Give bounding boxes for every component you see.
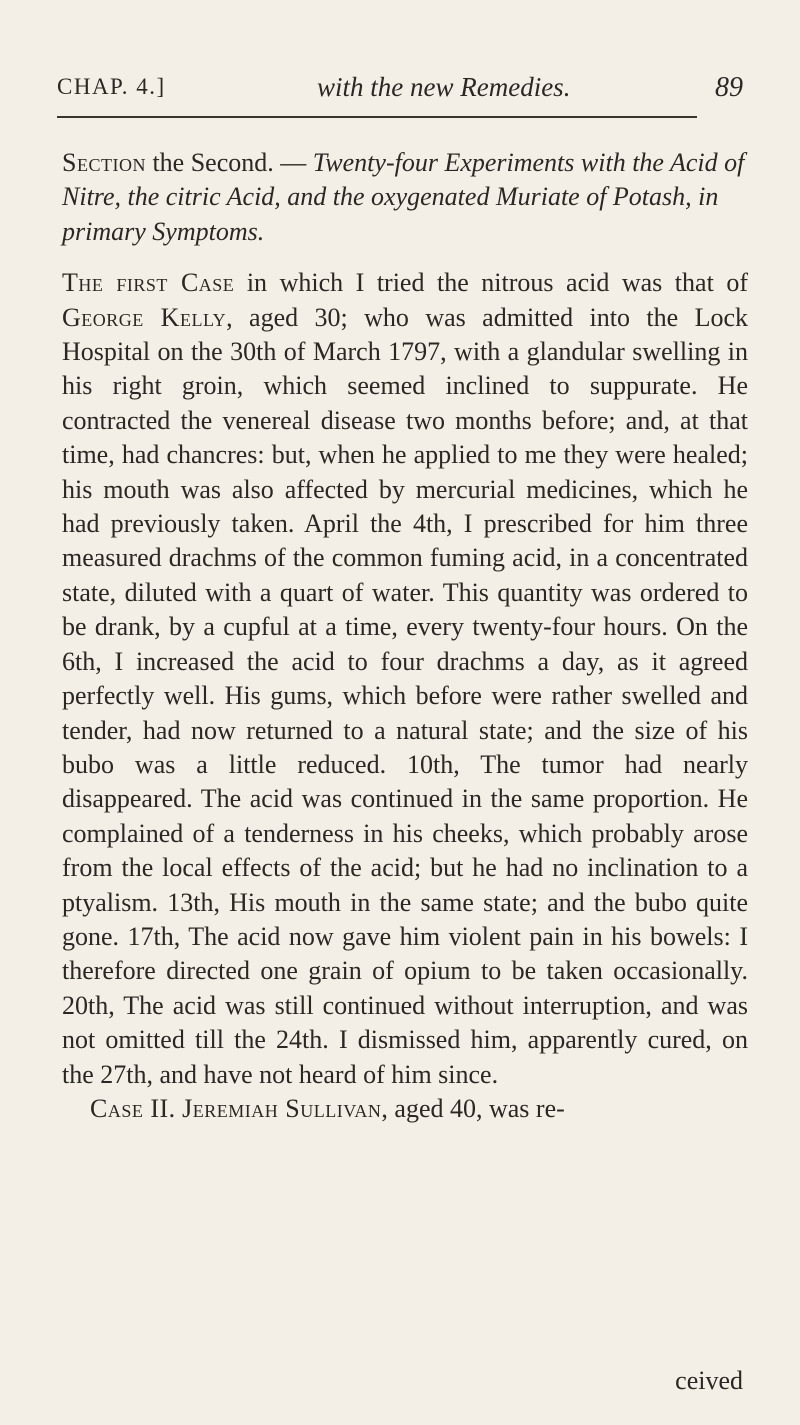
second-case-patient-name: Jeremiah Sullivan (182, 1093, 382, 1123)
text-block (62, 146, 748, 1126)
running-title: with the new Remedies. (317, 72, 571, 102)
catchword: ceived (675, 1366, 743, 1395)
first-case-intro: The first Case (62, 268, 235, 298)
first-case-patient-name: George Kelly (62, 302, 227, 332)
second-case-label: Case II. (90, 1093, 176, 1123)
section-heading-description: Twenty-four Experiments with the Acid of Nitre, the citric Acid, and the oxygenated Muriate of Potash, in primary Symptoms. (62, 148, 745, 246)
first-case-paragraph (62, 266, 748, 1092)
second-case-text: , aged 40, was re- (381, 1093, 565, 1123)
first-case-intro-rest: in which I tried the nitrous acid was that of (234, 268, 748, 298)
chapter-label: CHAP. 4.] (57, 74, 166, 99)
section-heading (62, 146, 748, 249)
section-heading-lead: Section (62, 148, 146, 177)
first-case-text: , aged 30; who was admitted into the Lock Hospital on the 30th of March 1797, with a glandular swelling in his right groin, which seemed inclined to suppurate. He contracted the venereal disease two months before; and, at that time, had chancres: but, when he applied to me they were healed; his mouth was also affected by mercurial medicines, which he had previously taken. April the 4th, I prescribed for him three measured drachms of the common fuming acid, in a concentrated state, diluted with a quart of water. This quantity was ordered to be drank, by a cupful at a time, every twenty-four hours. On the 6th, I increased the acid to four drachms a day, as it agreed perfectly well. His gums, which before were rather swelled and tender, had now returned to a natural state; and the size of his bubo was a little reduced. 10th, The tumor had nearly disappeared. The acid was continued in the same proportion. He complained of a tenderness in his cheeks, which probably arose from the local effects of the acid; but he had no inclination to a ptyalism. 13th, His mouth in the same state; and the bubo quite gone. 17th, The acid now gave him violent pain in his bowels: I therefore directed one grain of opium to be taken occasionally. 20th, The acid was still continued without interruption, and was not omitted till the 24th. I dismissed him, apparently cured, on the 27th, and have not heard of him since. (62, 302, 748, 1089)
section-heading-lead-rest: the Second. — (145, 148, 313, 177)
second-case-paragraph (62, 1092, 748, 1126)
running-head (57, 72, 743, 108)
header-rule (57, 116, 697, 118)
page-number: 89 (715, 72, 743, 103)
